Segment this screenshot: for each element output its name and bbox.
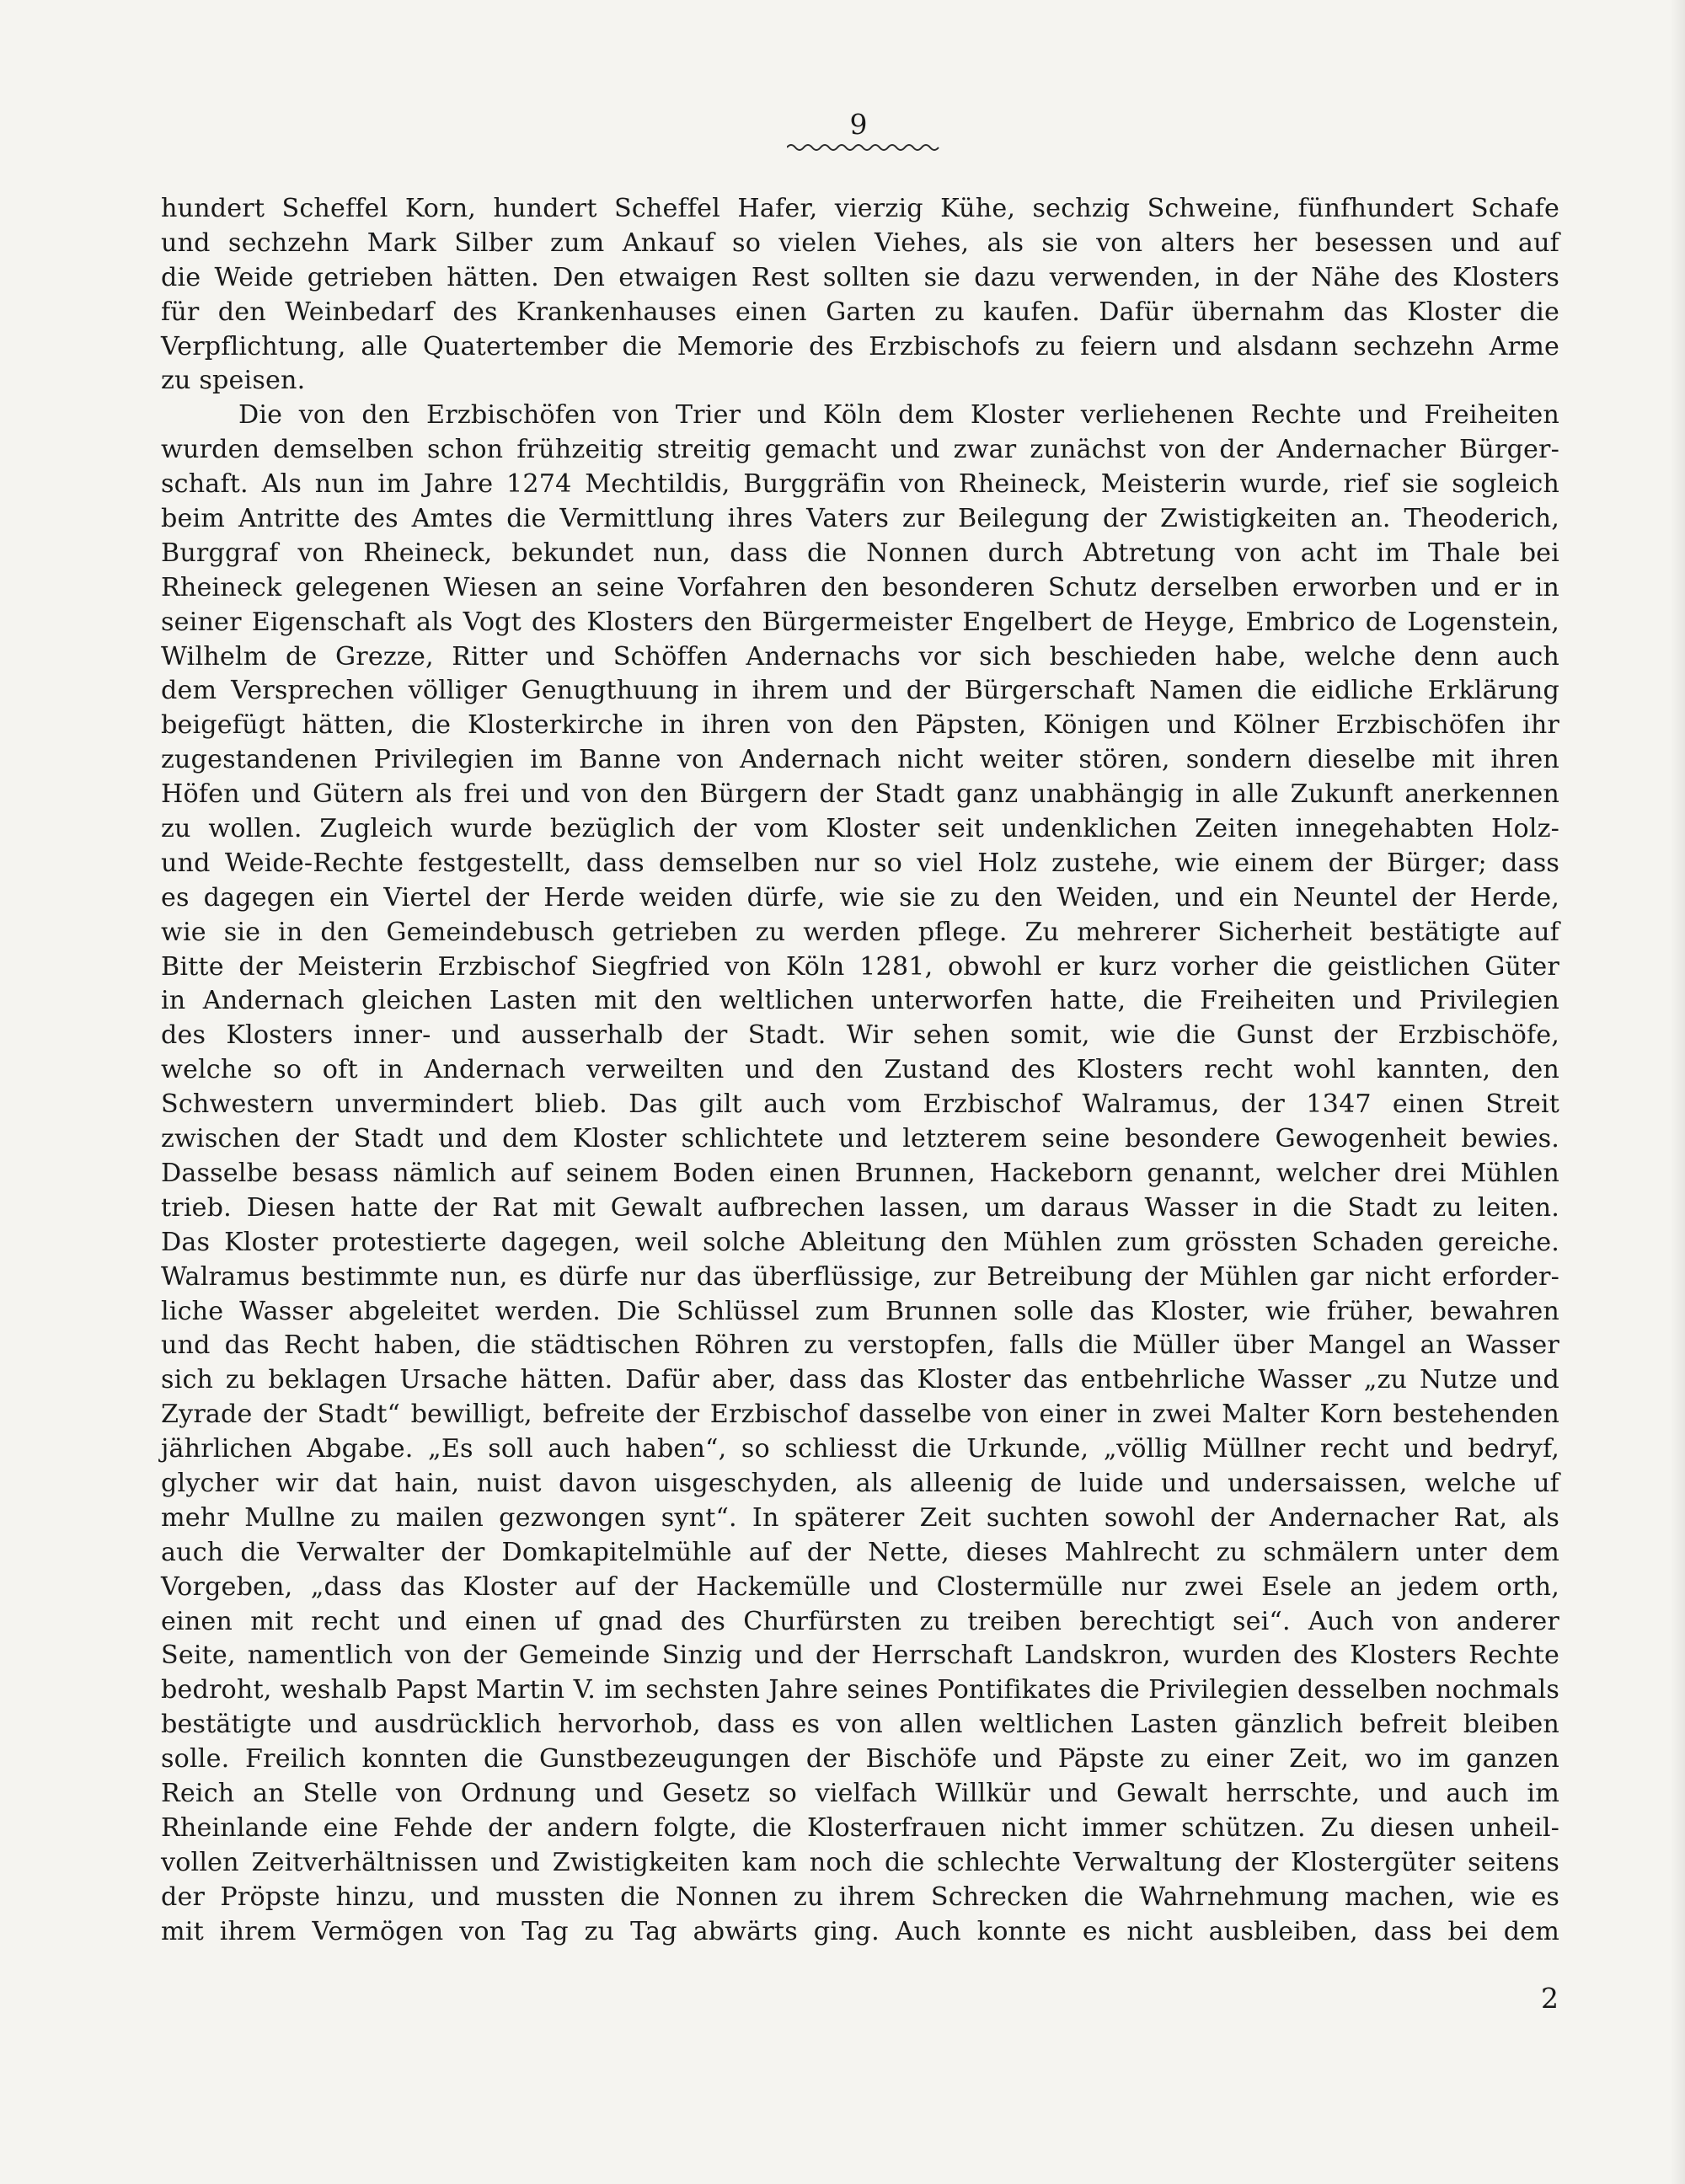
text-line: Seite, namentlich von der Gemeinde Sinzig und der Herrschaft Landskron, wurden des Klosters Rechte — [161, 1641, 1559, 1671]
text-line: und das Recht haben, die städtischen Röhren zu verstopfen, falls die Müller über Mangel an Wasser — [161, 1330, 1559, 1361]
text-line: mit ihrem Vermögen von Tag zu Tag abwärts ging. Auch konnte es nicht ausbleiben, dass bei dem — [161, 1916, 1559, 1946]
text-line: welche so oft in Andernach verweilten und den Zustand des Klosters recht wohl kannten, den — [161, 1055, 1559, 1085]
page-number: 9 — [849, 108, 868, 141]
signature-mark: 2 — [1541, 1982, 1559, 2015]
text-line: des Klosters inner- und ausserhalb der Stadt. Wir sehen somit, wie die Gunst der Erzbischöfe, — [161, 1020, 1559, 1051]
text-line: Schwestern unvermindert blieb. Das gilt auch vom Erzbischof Walramus, der 1347 einen Streit — [161, 1089, 1559, 1120]
text-line: sich zu beklagen Ursache hätten. Dafür aber, dass das Kloster das entbehrliche Wasser „zu Nutze und — [161, 1365, 1559, 1395]
text-line: Bitte der Meisterin Erzbischof Siegfried von Köln 1281, obwohl er kurz vorher die geistlichen Güter — [161, 951, 1559, 982]
text-line: beigefügt hätten, die Klosterkirche in ihren von den Päpsten, Königen und Kölner Erzbischöfen ihr — [161, 710, 1559, 741]
text-line: vollen Zeitverhältnissen und Zwistigkeiten kam noch die schlechte Verwaltung der Klostergüter seitens — [161, 1847, 1559, 1877]
text-line: Burggraf von Rheineck, bekundet nun, dass die Nonnen durch Abtretung von acht im Thale bei — [161, 538, 1559, 568]
text-line: auch die Verwalter der Domkapitelmühle auf der Nette, dieses Mahlrecht zu schmälern unter dem — [161, 1537, 1559, 1567]
page-edge-shadow — [1670, 0, 1685, 2184]
text-line: und Weide-Rechte festgestellt, dass demselben nur so viel Holz zustehe, wie einem der Bürger; dass — [161, 848, 1559, 878]
text-line: es dagegen ein Viertel der Herde weiden dürfe, wie sie zu den Weiden, und ein Neuntel der Herde, — [161, 882, 1559, 913]
text-line: zwischen der Stadt und dem Kloster schlichtete und letzterem seine besondere Gewogenheit bewies. — [161, 1124, 1559, 1154]
paragraph-start-line: Die von den Erzbischöfen von Trier und Köln dem Kloster verliehenen Rechte und Freiheiten — [238, 400, 1559, 431]
text-line: Vorgeben, „dass das Kloster auf der Hackemülle und Clostermülle nur zwei Esele an jedem orth, — [161, 1571, 1559, 1602]
wavy-line-ornament-icon — [787, 142, 940, 153]
text-line: beim Antritte des Amtes die Vermittlung ihres Vaters zur Beilegung der Zwistigkeiten an. Theoderich, — [161, 504, 1559, 534]
body-text — [161, 192, 1559, 1949]
text-line: mehr Mullne zu mailen gezwongen synt“. In späterer Zeit suchten sowohl der Andernacher Rat, als — [161, 1502, 1559, 1533]
text-line: und sechzehn Mark Silber zum Ankauf so vielen Viehes, als sie von alters her besessen und auf — [161, 228, 1559, 258]
text-line: bestätigte und ausdrücklich hervorhob, dass es von allen weltlichen Lasten gänzlich befreit bleiben — [161, 1710, 1559, 1740]
text-line: wie sie in den Gemeindebusch getrieben zu werden pflege. Zu mehrerer Sicherheit bestätigte auf — [161, 917, 1559, 947]
text-line: zu wollen. Zugleich wurde bezüglich der vom Kloster seit undenklichen Zeiten innegehabten Holz- — [161, 814, 1559, 844]
text-line: jährlichen Abgabe. „Es soll auch haben“, so schliesst die Urkunde, „völlig Müllner recht und bedryf, — [161, 1434, 1559, 1464]
text-line: seiner Eigenschaft als Vogt des Klosters den Bürgermeister Engelbert de Heyge, Embrico de Logenstein, — [161, 607, 1559, 637]
text-line: dem Versprechen völliger Genugthuung in ihrem und der Bürgerschaft Namen die eidliche Erklärung — [161, 676, 1559, 706]
text-line: Höfen und Gütern als frei und von den Bürgern der Stadt ganz unabhängig in alle Zukunft anerkennen — [161, 779, 1559, 810]
text-line: zu speisen. — [161, 366, 306, 396]
text-line: in Andernach gleichen Lasten mit den weltlichen unterworfen hatte, die Freiheiten und Privilegien — [161, 986, 1559, 1016]
text-line: Zyrade der Stadt“ bewilligt, befreite der Erzbischof dasselbe von einer in zwei Malter Korn bestehenden — [161, 1400, 1559, 1430]
text-line: Reich an Stelle von Ordnung und Gesetz so vielfach Willkür und Gewalt herrschte, und auch im — [161, 1778, 1559, 1808]
text-line: der Pröpste hinzu, und mussten die Nonnen zu ihrem Schrecken die Wahrnehmung machen, wie es — [161, 1882, 1559, 1912]
text-line: trieb. Diesen hatte der Rat mit Gewalt aufbrechen lassen, um daraus Wasser in die Stadt zu leiten. — [161, 1192, 1559, 1223]
text-line: Das Kloster protestierte dagegen, weil solche Ableitung den Mühlen zum grössten Schaden gereiche. — [161, 1227, 1559, 1257]
text-line: Walramus bestimmte nun, es dürfe nur das überflüssige, zur Betreibung der Mühlen gar nicht erforder- — [161, 1261, 1559, 1292]
text-line: Wilhelm de Grezze, Ritter und Schöffen Andernachs vor sich beschieden habe, welche denn auch — [161, 641, 1559, 672]
text-line: liche Wasser abgeleitet werden. Die Schlüssel zum Brunnen solle das Kloster, wie früher, bewahren — [161, 1296, 1559, 1326]
text-line: bedroht, weshalb Papst Martin V. im sechsten Jahre seines Pontifikates die Privilegien desselben nochmals — [161, 1675, 1559, 1705]
text-line: wurden demselben schon frühzeitig streitig gemacht und zwar zunächst von der Andernacher Bürger- — [161, 435, 1559, 465]
text-line: schaft. Als nun im Jahre 1274 Mechtildis, Burggräfin von Rheineck, Meisterin wurde, rief sie sogleich — [161, 469, 1559, 500]
text-line: für den Weinbedarf des Krankenhauses einen Garten zu kaufen. Dafür übernahm das Kloster die — [161, 297, 1559, 327]
text-line: Dasselbe besass nämlich auf seinem Boden einen Brunnen, Hackeborn genannt, welcher drei Mühlen — [161, 1158, 1559, 1188]
text-line: Verpflichtung, alle Quatertember die Memorie des Erzbischofs zu feiern und alsdann sechzehn Arme — [161, 331, 1559, 361]
text-line: zugestandenen Privilegien im Banne von Andernach nicht weiter stören, sondern dieselbe mit ihren — [161, 745, 1559, 775]
text-line: Rheinlande eine Fehde der andern folgte, die Klosterfrauen nicht immer schützen. Zu diesen unheil- — [161, 1812, 1559, 1843]
text-line: einen mit recht und einen uf gnad des Churfürsten zu treiben berechtigt sei“. Auch von anderer — [161, 1606, 1559, 1636]
text-line: hundert Scheffel Korn, hundert Scheffel Hafer, vierzig Kühe, sechzig Schweine, fünfhundert Schafe — [161, 194, 1559, 223]
text-line: Rheineck gelegenen Wiesen an seine Vorfahren den besonderen Schutz derselben erworben und er in — [161, 572, 1559, 602]
text-line: solle. Freilich konnten die Gunstbezeugungen der Bischöfe und Päpste zu einer Zeit, wo im ganzen — [161, 1744, 1559, 1774]
text-line: die Weide getrieben hätten. Den etwaigen Rest sollten sie dazu verwenden, in der Nähe des Klosters — [161, 262, 1559, 292]
text-line: glycher wir dat hain, nuist davon uisgeschyden, als alleenig de luide und undersaissen, welche uf — [161, 1468, 1559, 1498]
